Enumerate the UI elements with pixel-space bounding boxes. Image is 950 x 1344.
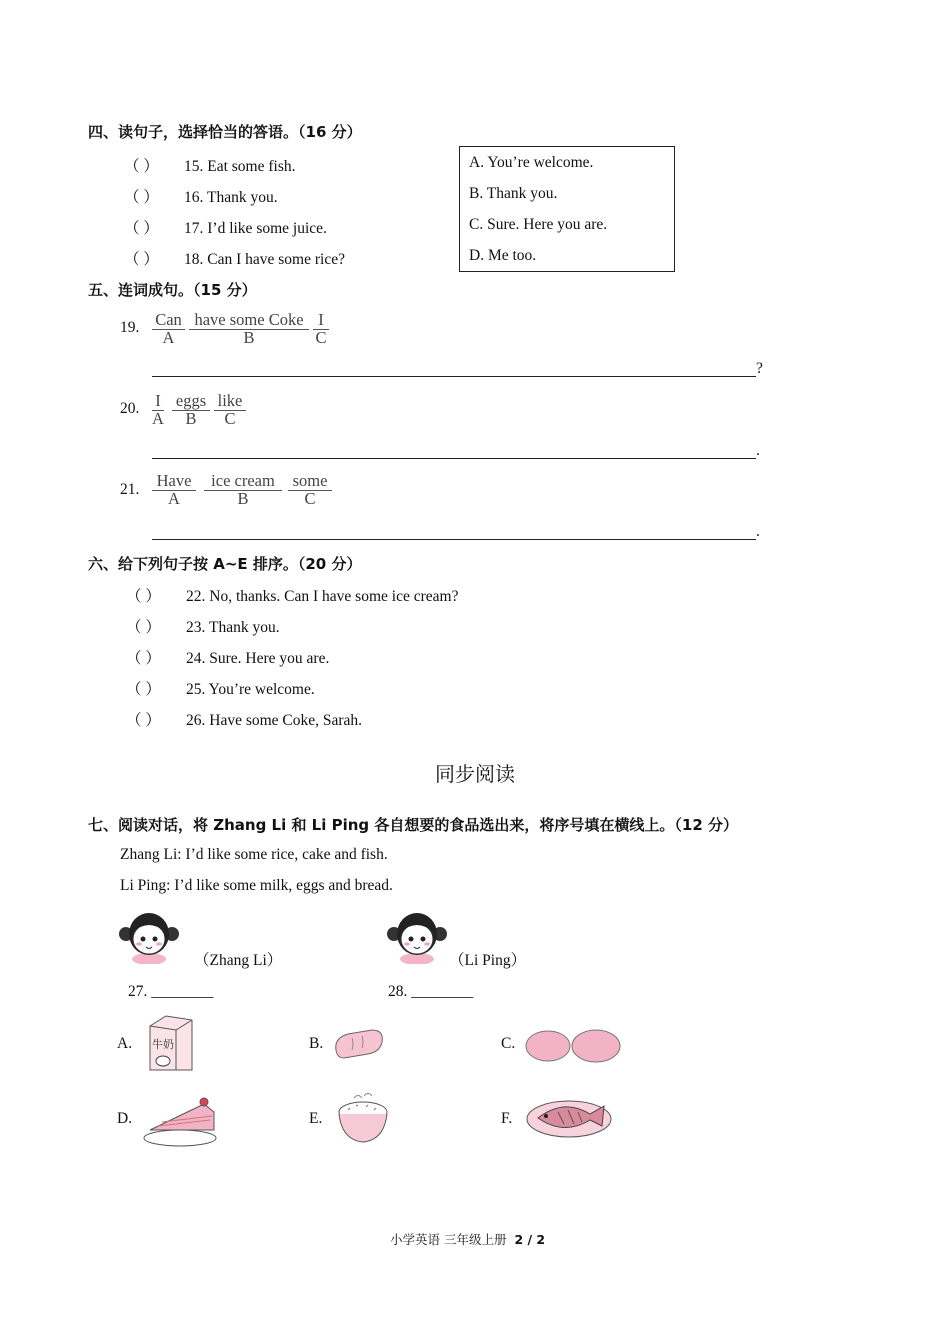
answer-blank-28[interactable]: 28. ________ (388, 983, 474, 1000)
answer-line-20[interactable] (152, 458, 756, 459)
answer-paren[interactable]: （ ） (124, 189, 159, 206)
answer-line-19[interactable] (152, 376, 756, 377)
answer-paren[interactable]: （ ） (124, 158, 159, 175)
bread-icon (332, 1024, 386, 1064)
word-scramble-21: Have A ice cream B some C (152, 472, 337, 508)
end-mark: ? (756, 360, 763, 377)
food-option-c-label: C. (501, 1035, 516, 1052)
answer-paren[interactable]: （ ） (124, 220, 159, 237)
section6-heading: 六、给下列句子按 A~E 排序。（20 分） (88, 555, 362, 573)
answer-paren[interactable]: （ ） (126, 588, 161, 605)
reading-title: 同步阅读 (435, 762, 515, 786)
order-item-25: （ ） 25. You’re welcome. (126, 677, 315, 699)
option-b: B. Thank you. (469, 185, 558, 202)
answer-options-box (459, 146, 675, 272)
word-scramble-19: Can A have some Coke B I C (152, 311, 332, 347)
order-item-24: （ ） 24. Sure. Here you are. (126, 646, 329, 668)
girl-zhang-li-illustration (118, 906, 180, 964)
question-15: （ ） 15. Eat some fish. (124, 154, 296, 176)
milk-label: 牛奶 (152, 1038, 174, 1051)
option-c: C. Sure. Here you are. (469, 216, 608, 233)
answer-paren[interactable]: （ ） (124, 251, 159, 268)
milk-carton-icon (144, 1014, 198, 1074)
food-option-d-label: D. (117, 1110, 133, 1127)
question-17: （ ） 17. I’d like some juice. (124, 216, 327, 238)
section5-heading: 五、连词成句。（15 分） (88, 281, 257, 299)
section4-heading: 四、读句子，选择恰当的答语。（16 分） (88, 123, 362, 141)
order-item-22: （ ） 22. No, thanks. Can I have some ice cream? (126, 584, 458, 606)
dialog-line-2: Li Ping: I’d like some milk, eggs and bread. (120, 877, 393, 894)
answer-line-21[interactable] (152, 539, 756, 540)
item-number: 19. (120, 319, 140, 336)
girl-li-ping-illustration (386, 906, 448, 964)
section7-heading: 七、阅读对话，将 Zhang Li 和 Li Ping 各自想要的食品选出来，将序号填在横线上。（12 分） (88, 816, 738, 834)
dialog-line-1: Zhang Li: I’d like some rice, cake and fish. (120, 846, 388, 863)
page-number: 2 / 2 (514, 1232, 546, 1247)
answer-blank-27[interactable]: 27. ________ (128, 983, 214, 1000)
option-a: A. You’re welcome. (469, 154, 594, 171)
food-option-e-label: E. (309, 1110, 323, 1127)
end-mark: . (756, 523, 760, 540)
question-18: （ ） 18. Can I have some rice? (124, 247, 345, 269)
food-option-b-label: B. (309, 1035, 324, 1052)
option-d: D. Me too. (469, 247, 537, 264)
answer-paren[interactable]: （ ） (126, 619, 161, 636)
food-option-a-label: A. (117, 1035, 133, 1052)
person-li-ping: （Li Ping） (449, 952, 527, 969)
fish-plate-icon (524, 1092, 614, 1142)
person-zhang-li: （Zhang Li） (194, 952, 283, 969)
eggs-icon (524, 1024, 624, 1068)
item-number: 21. (120, 481, 140, 498)
answer-paren[interactable]: （ ） (126, 681, 161, 698)
order-item-26: （ ） 26. Have some Coke, Sarah. (126, 708, 362, 730)
answer-paren[interactable]: （ ） (126, 712, 161, 729)
word-scramble-20: I A eggs B like C (152, 392, 252, 428)
answer-paren[interactable]: （ ） (126, 650, 161, 667)
food-option-f-label: F. (501, 1110, 513, 1127)
page-footer: 小学英语 三年级上册 2 / 2 (390, 1232, 546, 1247)
item-number: 20. (120, 400, 140, 417)
question-16: （ ） 16. Thank you. (124, 185, 278, 207)
cake-icon (140, 1086, 218, 1148)
order-item-23: （ ） 23. Thank you. (126, 615, 280, 637)
end-mark: . (756, 442, 760, 459)
rice-bowl-icon (334, 1090, 392, 1148)
